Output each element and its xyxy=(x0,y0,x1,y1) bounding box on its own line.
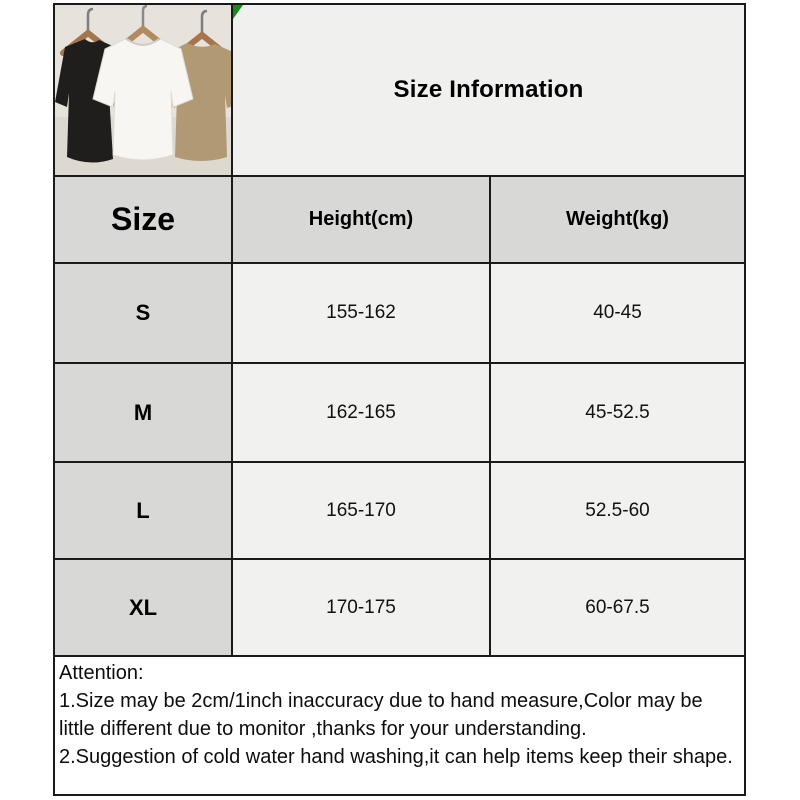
attention-note: 1.Size may be 2cm/1inch inaccuracy due to hand measure,Color may be little different due to monitor ,thanks for your understanding. xyxy=(59,690,703,740)
table-row xyxy=(55,558,744,655)
size-cell: L xyxy=(55,463,233,558)
table-row xyxy=(55,362,744,461)
size-cell: S xyxy=(55,264,233,362)
weight-cell: 60-67.5 xyxy=(491,560,744,655)
column-header-height: Height(cm) xyxy=(233,177,491,262)
height-cell: 162-165 xyxy=(233,364,491,461)
page-title: Size Information xyxy=(393,76,584,103)
column-header-size: Size xyxy=(55,177,233,262)
height-cell: 165-170 xyxy=(233,463,491,558)
size-cell: XL xyxy=(55,560,233,655)
column-header-weight: Weight(kg) xyxy=(491,177,744,262)
attention-section xyxy=(55,655,744,794)
product-photo xyxy=(55,5,233,175)
table-header-row xyxy=(55,175,744,262)
size-cell: M xyxy=(55,364,233,461)
tshirts-photo-graphic xyxy=(55,5,233,175)
green-corner-triangle-icon xyxy=(233,5,243,19)
title-cell xyxy=(233,5,744,175)
size-chart-sheet xyxy=(53,3,746,796)
table-row xyxy=(55,461,744,558)
weight-cell: 52.5-60 xyxy=(491,463,744,558)
height-cell: 170-175 xyxy=(233,560,491,655)
height-cell: 155-162 xyxy=(233,264,491,362)
top-row xyxy=(55,5,744,175)
weight-cell: 45-52.5 xyxy=(491,364,744,461)
attention-note: 2.Suggestion of cold water hand washing,it can help items keep their shape. xyxy=(59,746,733,768)
attention-label: Attention: xyxy=(59,662,144,684)
table-row xyxy=(55,262,744,362)
weight-cell: 40-45 xyxy=(491,264,744,362)
